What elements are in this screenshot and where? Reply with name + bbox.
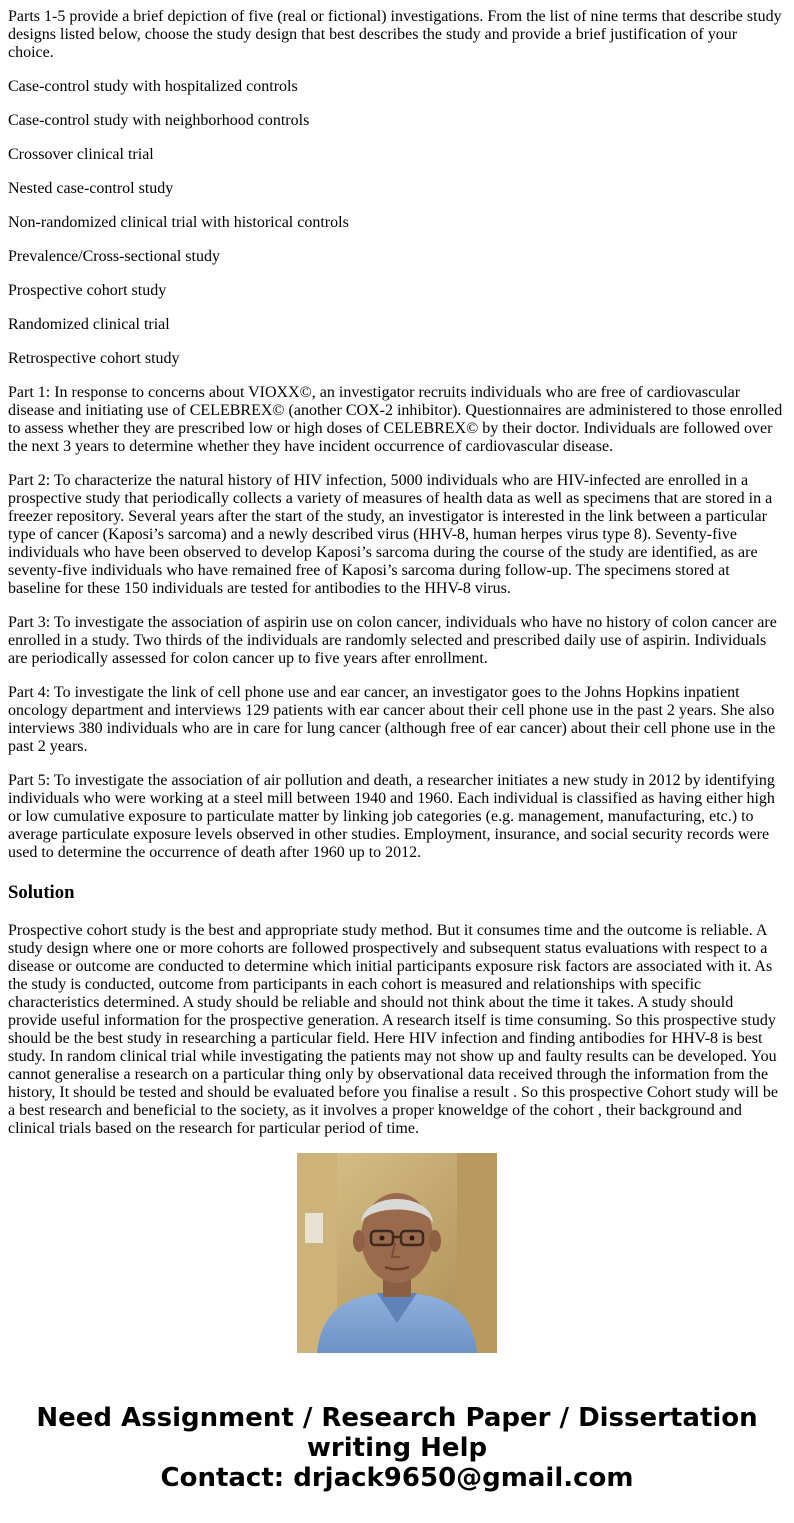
promo-line-2: writing Help xyxy=(306,1433,488,1463)
part-5-paragraph: Part 5: To investigate the association of air pollution and death, a researcher initiates a new study in 2012 by identifying individuals who were working at a steel mill between 1940 and 1960. Each individual is classified as having either high or low cumulative exposure to particulate matter by linking job categories (e.g. management, manufacturing, etc.) to average particulate exposure levels observed in other studies. Employment, insurance, and social security records were used to determine the occurrence of death after 1960 up to 2012. xyxy=(8,772,775,861)
part-3-paragraph: Part 3: To investigate the association of aspirin use on colon cancer, individuals who have no history of colon cancer are enrolled in a study. Two thirds of the individuals are randomly selected and prescribed daily use of aspirin. Individuals are periodically assessed for colon cancer up to five years after enrollment. xyxy=(8,614,777,667)
design-option: Retrospective cohort study xyxy=(8,350,180,367)
author-photo xyxy=(297,1153,497,1353)
design-option: Nested case-control study xyxy=(8,180,174,197)
part-2-paragraph: Part 2: To characterize the natural history of HIV infection, 5000 individuals who are HIV-infected are enrolled in a prospective study that periodically collects a variety of measures of health data as well as specimens that are stored in a freezer repository. Several years after the start of the study, an investigator is interested in the link between a particular type of cancer (Kaposi’s sarcoma) and a newly described virus (HHV-8, human herpes virus type 8). Seventy-five individuals who have been observed to develop Kaposi’s sarcoma during the course of the study are identified, as are seventy-five individuals who have remained free of Kaposi’s sarcoma during follow-up. The specimens stored at baseline for these 150 individuals are tested for antibodies to the HHV-8 virus. xyxy=(8,472,773,597)
design-option: Non-randomized clinical trial with historical controls xyxy=(8,214,349,231)
part-1-paragraph: Part 1: In response to concerns about VIOXX©, an investigator recruits individuals who are free of cardiovascular disease and initiating use of CELEBREX© (another COX-2 inhibitor). Questionnaires are administered to those enrolled to assess whether they are prescribed low or high doses of CELEBREX© by their doctor. Individuals are followed over the next 3 years to determine whether they have incident occurrence of cardiovascular disease. xyxy=(8,384,783,455)
promo-line-1: Need Assignment / Research Paper / Dissertation xyxy=(36,1403,758,1433)
design-option: Prevalence/Cross-sectional study xyxy=(8,248,220,265)
solution-heading: Solution xyxy=(8,882,75,903)
design-option: Case-control study with hospitalized controls xyxy=(8,78,298,95)
part-4-paragraph: Part 4: To investigate the link of cell phone use and ear cancer, an investigator goes to the Johns Hopkins inpatient oncology department and interviews 129 patients with ear cancer about their cell phone use in the past 2 years. She also interviews 380 individuals who are in care for lung cancer (although free of ear cancer) about their cell phone use in the past 2 years. xyxy=(8,684,776,755)
design-option: Prospective cohort study xyxy=(8,282,167,299)
solution-text: Prospective cohort study is the best and appropriate study method. But it consumes time and the outcome is reliable. A study design where one or more cohorts are followed prospectively and subsequent status evaluations with respect to a disease or outcome are conducted to determine which initial participants exposure risk factors are associated with it. As the study is conducted, outcome from participants in each cohort is measured and relationships with specific characteristics determined. A study should be reliable and should not think about the time it takes. A study should provide useful information for the prospective generation. A research itself is time consuming. So this prospective study should be the best study in researching a particular field. Here HIV infection and finding antibodies for HHV-8 is best study. In random clinical trial while investigating the patients may not show up and faulty results can be developed. You cannot generalise a research on a particular thing only by observational data received through the information from the history, It should be tested and should be evaluated before you finalise a result . So this prospective Cohort study will be a best research and beneficial to the society, as it involves a proper knoweldge of the cohort , their background and clinical trials based on the research for particular period of time. xyxy=(8,922,778,1137)
intro-paragraph: Parts 1-5 provide a brief depiction of five (real or fictional) investigations. From the list of nine terms that describe study designs listed below, choose the study design that best describes the study and provide a brief justification of your choice. xyxy=(8,8,782,61)
promo-contact[interactable]: Contact: drjack9650@gmail.com xyxy=(160,1463,634,1493)
design-option: Randomized clinical trial xyxy=(8,316,170,333)
design-option: Crossover clinical trial xyxy=(8,146,154,163)
document-body xyxy=(8,8,786,1137)
author-avatar xyxy=(297,1153,497,1353)
solution-text-container xyxy=(8,922,786,1137)
design-option: Case-control study with neighborhood controls xyxy=(8,112,310,129)
promo-banner xyxy=(0,1403,794,1493)
